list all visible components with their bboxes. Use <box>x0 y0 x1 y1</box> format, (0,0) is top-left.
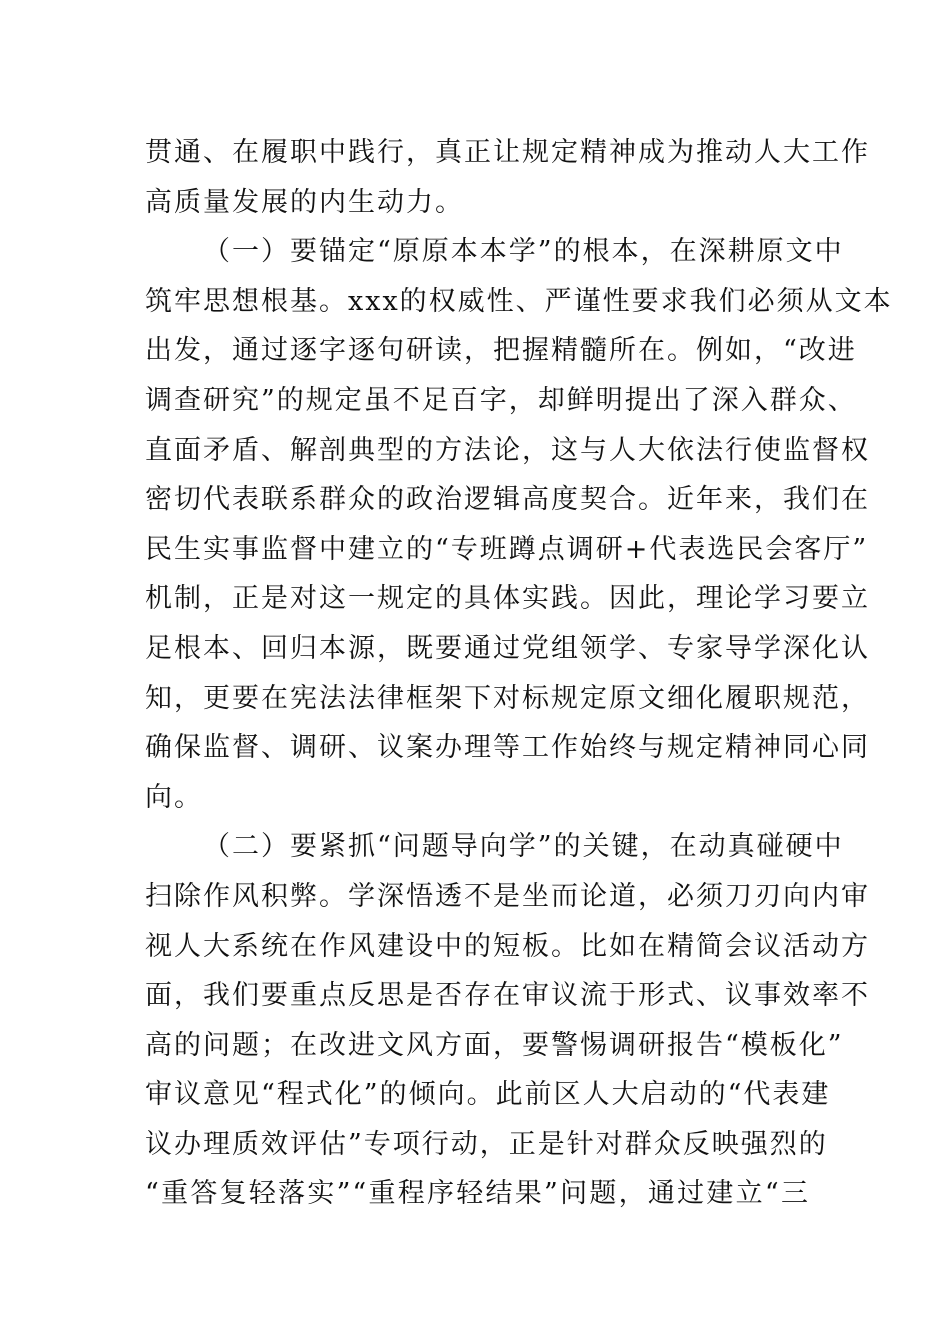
text-line: 直面矛盾、解剖典型的方法论，这与人大依法行使监督权 <box>145 434 870 466</box>
text-line: （一）要锚定“原原本本学”的根本，在深耕原文中 <box>203 236 844 268</box>
text-line: 面，我们要重点反思是否存在审议流于形式、议事效率不 <box>145 980 870 1012</box>
text-line: 民生实事监督中建立的“专班蹲点调研+代表选民会客厅” <box>145 533 869 565</box>
text-line: 贯通、在履职中践行，真正让规定精神成为推动人大工作 <box>145 137 870 168</box>
paragraph-3 <box>145 822 870 1219</box>
text-line: 确保监督、调研、议案办理等工作始终与规定精神同心同 <box>145 732 870 764</box>
text-line: 视人大系统在作风建设中的短板。比如在精简会议活动方 <box>145 930 870 962</box>
text-line: 机制，正是对这一规定的具体实践。因此，理论学习要立 <box>145 583 870 615</box>
text-line: （二）要紧抓“问题导向学”的关键，在动真碰硬中 <box>203 831 844 863</box>
paragraph-2 <box>145 227 893 822</box>
text-line: 向。 <box>145 781 203 813</box>
text-line: 知，更要在宪法法律框架下对标规定原文细化履职规范， <box>145 682 870 714</box>
text-line: 密切代表联系群众的政治逻辑高度契合。近年来，我们在 <box>145 484 870 516</box>
text-line: 足根本、回归本源，既要通过党组领学、专家导学深化认 <box>145 632 870 664</box>
text-line: 高质量发展的内生动力。 <box>145 186 464 218</box>
text-line: 出发，通过逐字逐句研读，把握精髓所在。例如，“改进 <box>145 335 857 367</box>
text-line: 审议意见“程式化”的倾向。此前区人大启动的“代表建 <box>145 1079 831 1111</box>
text-line: “重答复轻落实”“重程序轻结果”问题，通过建立“三 <box>145 1178 810 1210</box>
text-line: 调查研究”的规定虽不足百字，却鲜明提出了深入群众、 <box>145 384 857 416</box>
text-line: 议办理质效评估”专项行动，正是针对群众反映强烈的 <box>145 1128 828 1160</box>
paragraph-1 <box>145 128 870 227</box>
text-line: 扫除作风积弊。学深悟透不是坐而论道，必须刀刃向内审 <box>145 880 870 912</box>
text-line: 筑牢思想根基。xxx的权威性、严谨性要求我们必须从文本 <box>145 285 893 317</box>
document-body <box>145 128 893 1219</box>
text-line: 高的问题；在改进文风方面，要警惕调研报告“模板化” <box>145 1029 844 1061</box>
